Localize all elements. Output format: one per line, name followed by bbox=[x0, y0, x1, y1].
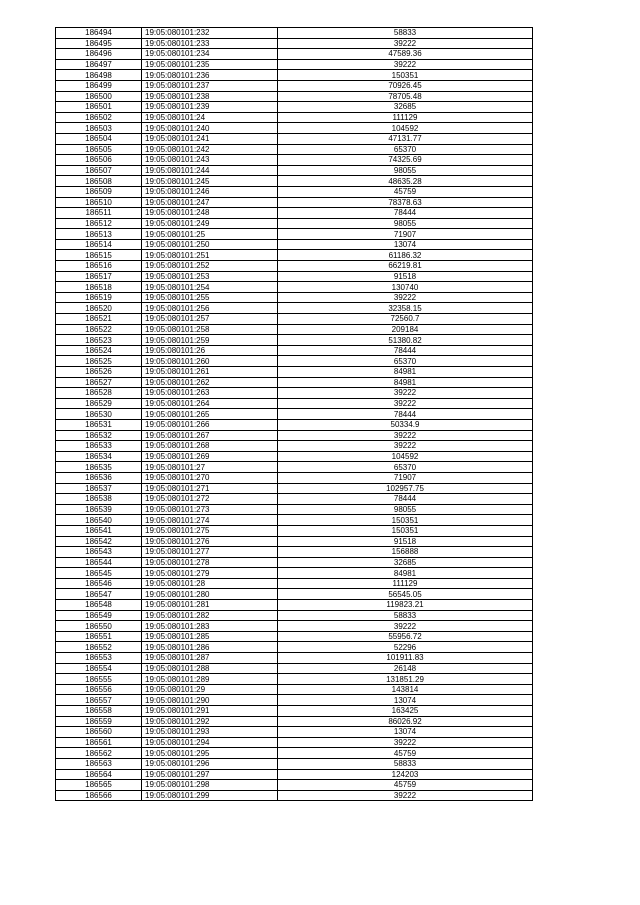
amount-cell: 32685 bbox=[278, 557, 533, 568]
row-number-cell: 186546 bbox=[56, 578, 142, 589]
cadastral-number-cell: 19:05:080101:28 bbox=[142, 578, 278, 589]
cadastral-number-cell: 19:05:080101:262 bbox=[142, 377, 278, 388]
row-number-cell: 186537 bbox=[56, 483, 142, 494]
row-number-cell: 186536 bbox=[56, 472, 142, 483]
amount-cell: 48635.28 bbox=[278, 176, 533, 187]
cadastral-number-cell: 19:05:080101:244 bbox=[142, 165, 278, 176]
row-number-cell: 186505 bbox=[56, 144, 142, 155]
table-row bbox=[56, 430, 533, 441]
row-number-cell: 186535 bbox=[56, 462, 142, 473]
table-row bbox=[56, 642, 533, 653]
row-number-cell: 186556 bbox=[56, 684, 142, 695]
row-number-cell: 186561 bbox=[56, 737, 142, 748]
amount-cell: 39222 bbox=[278, 790, 533, 801]
cadastral-number-cell: 19:05:080101:29 bbox=[142, 684, 278, 695]
table-row bbox=[56, 197, 533, 208]
row-number-cell: 186506 bbox=[56, 155, 142, 166]
row-number-cell: 186529 bbox=[56, 398, 142, 409]
table-row bbox=[56, 419, 533, 430]
amount-cell: 111129 bbox=[278, 578, 533, 589]
cadastral-number-cell: 19:05:080101:286 bbox=[142, 642, 278, 653]
table-row bbox=[56, 261, 533, 272]
table-row bbox=[56, 674, 533, 685]
row-number-cell: 186551 bbox=[56, 631, 142, 642]
amount-cell: 72560.7 bbox=[278, 314, 533, 325]
table-row bbox=[56, 409, 533, 420]
cadastral-number-cell: 19:05:080101:272 bbox=[142, 494, 278, 505]
cadastral-number-cell: 19:05:080101:251 bbox=[142, 250, 278, 261]
amount-cell: 26148 bbox=[278, 663, 533, 674]
row-number-cell: 186539 bbox=[56, 504, 142, 515]
table-row bbox=[56, 727, 533, 738]
cadastral-number-cell: 19:05:080101:282 bbox=[142, 610, 278, 621]
amount-cell: 78444 bbox=[278, 494, 533, 505]
cadastral-number-cell: 19:05:080101:290 bbox=[142, 695, 278, 706]
amount-cell: 119823.21 bbox=[278, 600, 533, 611]
table-row bbox=[56, 70, 533, 81]
row-number-cell: 186565 bbox=[56, 780, 142, 791]
row-number-cell: 186514 bbox=[56, 239, 142, 250]
cadastral-number-cell: 19:05:080101:285 bbox=[142, 631, 278, 642]
cadastral-number-cell: 19:05:080101:287 bbox=[142, 653, 278, 664]
row-number-cell: 186509 bbox=[56, 186, 142, 197]
cadastral-number-cell: 19:05:080101:255 bbox=[142, 292, 278, 303]
row-number-cell: 186541 bbox=[56, 525, 142, 536]
row-number-cell: 186517 bbox=[56, 271, 142, 282]
table-row bbox=[56, 398, 533, 409]
cadastral-number-cell: 19:05:080101:260 bbox=[142, 356, 278, 367]
table-row bbox=[56, 367, 533, 378]
amount-cell: 98055 bbox=[278, 504, 533, 515]
row-number-cell: 186501 bbox=[56, 102, 142, 113]
cadastral-number-cell: 19:05:080101:266 bbox=[142, 419, 278, 430]
cadastral-number-cell: 19:05:080101:271 bbox=[142, 483, 278, 494]
row-number-cell: 186527 bbox=[56, 377, 142, 388]
cadastral-number-cell: 19:05:080101:276 bbox=[142, 536, 278, 547]
row-number-cell: 186494 bbox=[56, 28, 142, 39]
amount-cell: 39222 bbox=[278, 388, 533, 399]
row-number-cell: 186542 bbox=[56, 536, 142, 547]
table-row bbox=[56, 557, 533, 568]
amount-cell: 70926.45 bbox=[278, 80, 533, 91]
row-number-cell: 186512 bbox=[56, 218, 142, 229]
cadastral-number-cell: 19:05:080101:270 bbox=[142, 472, 278, 483]
table-row bbox=[56, 282, 533, 293]
row-number-cell: 186555 bbox=[56, 674, 142, 685]
table-row bbox=[56, 208, 533, 219]
table-row bbox=[56, 462, 533, 473]
row-number-cell: 186563 bbox=[56, 758, 142, 769]
table-row bbox=[56, 388, 533, 399]
table-row bbox=[56, 578, 533, 589]
row-number-cell: 186510 bbox=[56, 197, 142, 208]
amount-cell: 91518 bbox=[278, 536, 533, 547]
amount-cell: 55956.72 bbox=[278, 631, 533, 642]
table-row bbox=[56, 515, 533, 526]
table-row bbox=[56, 706, 533, 717]
amount-cell: 13074 bbox=[278, 239, 533, 250]
cadastral-number-cell: 19:05:080101:241 bbox=[142, 133, 278, 144]
table-row bbox=[56, 112, 533, 123]
table-row bbox=[56, 292, 533, 303]
row-number-cell: 186530 bbox=[56, 409, 142, 420]
row-number-cell: 186554 bbox=[56, 663, 142, 674]
row-number-cell: 186515 bbox=[56, 250, 142, 261]
table-row bbox=[56, 483, 533, 494]
table-row bbox=[56, 133, 533, 144]
amount-cell: 58833 bbox=[278, 610, 533, 621]
amount-cell: 78444 bbox=[278, 345, 533, 356]
cadastral-number-cell: 19:05:080101:248 bbox=[142, 208, 278, 219]
table-row bbox=[56, 451, 533, 462]
table-row bbox=[56, 494, 533, 505]
row-number-cell: 186560 bbox=[56, 727, 142, 738]
row-number-cell: 186503 bbox=[56, 123, 142, 134]
amount-cell: 58833 bbox=[278, 758, 533, 769]
table-row bbox=[56, 229, 533, 240]
cadastral-number-cell: 19:05:080101:293 bbox=[142, 727, 278, 738]
table-row bbox=[56, 28, 533, 39]
table-row bbox=[56, 748, 533, 759]
amount-cell: 131851.29 bbox=[278, 674, 533, 685]
cadastral-number-cell: 19:05:080101:235 bbox=[142, 59, 278, 70]
amount-cell: 47589.36 bbox=[278, 49, 533, 60]
row-number-cell: 186524 bbox=[56, 345, 142, 356]
row-number-cell: 186559 bbox=[56, 716, 142, 727]
cadastral-number-cell: 19:05:080101:288 bbox=[142, 663, 278, 674]
amount-cell: 39222 bbox=[278, 292, 533, 303]
table-row bbox=[56, 186, 533, 197]
amount-cell: 32358.15 bbox=[278, 303, 533, 314]
table-row bbox=[56, 441, 533, 452]
table-row bbox=[56, 737, 533, 748]
row-number-cell: 186523 bbox=[56, 335, 142, 346]
table-row bbox=[56, 621, 533, 632]
table-row bbox=[56, 324, 533, 335]
row-number-cell: 186528 bbox=[56, 388, 142, 399]
cadastral-number-cell: 19:05:080101:264 bbox=[142, 398, 278, 409]
row-number-cell: 186531 bbox=[56, 419, 142, 430]
row-number-cell: 186557 bbox=[56, 695, 142, 706]
row-number-cell: 186507 bbox=[56, 165, 142, 176]
row-number-cell: 186498 bbox=[56, 70, 142, 81]
row-number-cell: 186532 bbox=[56, 430, 142, 441]
amount-cell: 71907 bbox=[278, 472, 533, 483]
amount-cell: 66219.81 bbox=[278, 261, 533, 272]
cadastral-number-cell: 19:05:080101:273 bbox=[142, 504, 278, 515]
row-number-cell: 186533 bbox=[56, 441, 142, 452]
cadastral-number-cell: 19:05:080101:296 bbox=[142, 758, 278, 769]
table-row bbox=[56, 49, 533, 60]
cadastral-number-cell: 19:05:080101:274 bbox=[142, 515, 278, 526]
amount-cell: 47131.77 bbox=[278, 133, 533, 144]
table-row bbox=[56, 335, 533, 346]
cadastral-number-cell: 19:05:080101:233 bbox=[142, 38, 278, 49]
cadastral-number-cell: 19:05:080101:27 bbox=[142, 462, 278, 473]
row-number-cell: 186521 bbox=[56, 314, 142, 325]
row-number-cell: 186562 bbox=[56, 748, 142, 759]
row-number-cell: 186564 bbox=[56, 769, 142, 780]
row-number-cell: 186504 bbox=[56, 133, 142, 144]
amount-cell: 84981 bbox=[278, 377, 533, 388]
table-row bbox=[56, 600, 533, 611]
amount-cell: 143814 bbox=[278, 684, 533, 695]
amount-cell: 84981 bbox=[278, 367, 533, 378]
amount-cell: 58833 bbox=[278, 28, 533, 39]
cadastral-number-cell: 19:05:080101:25 bbox=[142, 229, 278, 240]
amount-cell: 74325.69 bbox=[278, 155, 533, 166]
amount-cell: 39222 bbox=[278, 398, 533, 409]
cadastral-number-cell: 19:05:080101:234 bbox=[142, 49, 278, 60]
cadastral-number-cell: 19:05:080101:268 bbox=[142, 441, 278, 452]
cadastral-number-cell: 19:05:080101:297 bbox=[142, 769, 278, 780]
table-row bbox=[56, 165, 533, 176]
amount-cell: 39222 bbox=[278, 38, 533, 49]
amount-cell: 101911.83 bbox=[278, 653, 533, 664]
row-number-cell: 186525 bbox=[56, 356, 142, 367]
cadastral-number-cell: 19:05:080101:298 bbox=[142, 780, 278, 791]
table-row bbox=[56, 758, 533, 769]
table-row bbox=[56, 80, 533, 91]
table-row bbox=[56, 314, 533, 325]
amount-cell: 98055 bbox=[278, 165, 533, 176]
row-number-cell: 186508 bbox=[56, 176, 142, 187]
amount-cell: 39222 bbox=[278, 59, 533, 70]
row-number-cell: 186526 bbox=[56, 367, 142, 378]
amount-cell: 13074 bbox=[278, 695, 533, 706]
table-row bbox=[56, 610, 533, 621]
amount-cell: 45759 bbox=[278, 780, 533, 791]
cadastral-number-cell: 19:05:080101:254 bbox=[142, 282, 278, 293]
data-table bbox=[55, 27, 533, 801]
table-row bbox=[56, 102, 533, 113]
table-body bbox=[56, 28, 533, 801]
table-row bbox=[56, 547, 533, 558]
cadastral-number-cell: 19:05:080101:289 bbox=[142, 674, 278, 685]
table-row bbox=[56, 716, 533, 727]
row-number-cell: 186496 bbox=[56, 49, 142, 60]
amount-cell: 50334.9 bbox=[278, 419, 533, 430]
amount-cell: 61186.32 bbox=[278, 250, 533, 261]
cadastral-number-cell: 19:05:080101:24 bbox=[142, 112, 278, 123]
cadastral-number-cell: 19:05:080101:250 bbox=[142, 239, 278, 250]
amount-cell: 86026.92 bbox=[278, 716, 533, 727]
row-number-cell: 186495 bbox=[56, 38, 142, 49]
amount-cell: 78378.63 bbox=[278, 197, 533, 208]
amount-cell: 163425 bbox=[278, 706, 533, 717]
amount-cell: 56545.05 bbox=[278, 589, 533, 600]
cadastral-number-cell: 19:05:080101:238 bbox=[142, 91, 278, 102]
row-number-cell: 186550 bbox=[56, 621, 142, 632]
cadastral-number-cell: 19:05:080101:281 bbox=[142, 600, 278, 611]
row-number-cell: 186545 bbox=[56, 568, 142, 579]
cadastral-number-cell: 19:05:080101:247 bbox=[142, 197, 278, 208]
table-row bbox=[56, 536, 533, 547]
row-number-cell: 186534 bbox=[56, 451, 142, 462]
amount-cell: 111129 bbox=[278, 112, 533, 123]
row-number-cell: 186547 bbox=[56, 589, 142, 600]
amount-cell: 150351 bbox=[278, 525, 533, 536]
amount-cell: 104592 bbox=[278, 123, 533, 134]
table-row bbox=[56, 568, 533, 579]
cadastral-number-cell: 19:05:080101:267 bbox=[142, 430, 278, 441]
table-row bbox=[56, 239, 533, 250]
cadastral-number-cell: 19:05:080101:252 bbox=[142, 261, 278, 272]
cadastral-number-cell: 19:05:080101:236 bbox=[142, 70, 278, 81]
table-row bbox=[56, 525, 533, 536]
table-row bbox=[56, 250, 533, 261]
row-number-cell: 186538 bbox=[56, 494, 142, 505]
row-number-cell: 186549 bbox=[56, 610, 142, 621]
cadastral-number-cell: 19:05:080101:243 bbox=[142, 155, 278, 166]
cadastral-number-cell: 19:05:080101:280 bbox=[142, 589, 278, 600]
cadastral-number-cell: 19:05:080101:278 bbox=[142, 557, 278, 568]
cadastral-number-cell: 19:05:080101:242 bbox=[142, 144, 278, 155]
amount-cell: 104592 bbox=[278, 451, 533, 462]
table-row bbox=[56, 472, 533, 483]
cadastral-number-cell: 19:05:080101:259 bbox=[142, 335, 278, 346]
table-row bbox=[56, 271, 533, 282]
row-number-cell: 186544 bbox=[56, 557, 142, 568]
cadastral-number-cell: 19:05:080101:275 bbox=[142, 525, 278, 536]
table-row bbox=[56, 345, 533, 356]
amount-cell: 98055 bbox=[278, 218, 533, 229]
table-row bbox=[56, 663, 533, 674]
amount-cell: 78444 bbox=[278, 208, 533, 219]
table-row bbox=[56, 377, 533, 388]
cadastral-number-cell: 19:05:080101:258 bbox=[142, 324, 278, 335]
row-number-cell: 186543 bbox=[56, 547, 142, 558]
table-row bbox=[56, 684, 533, 695]
amount-cell: 39222 bbox=[278, 430, 533, 441]
amount-cell: 39222 bbox=[278, 441, 533, 452]
cadastral-number-cell: 19:05:080101:294 bbox=[142, 737, 278, 748]
table-row bbox=[56, 218, 533, 229]
amount-cell: 52296 bbox=[278, 642, 533, 653]
row-number-cell: 186502 bbox=[56, 112, 142, 123]
cadastral-number-cell: 19:05:080101:283 bbox=[142, 621, 278, 632]
table-row bbox=[56, 769, 533, 780]
row-number-cell: 186522 bbox=[56, 324, 142, 335]
table-row bbox=[56, 653, 533, 664]
amount-cell: 209184 bbox=[278, 324, 533, 335]
amount-cell: 39222 bbox=[278, 621, 533, 632]
cadastral-number-cell: 19:05:080101:295 bbox=[142, 748, 278, 759]
table-row bbox=[56, 176, 533, 187]
row-number-cell: 186518 bbox=[56, 282, 142, 293]
amount-cell: 45759 bbox=[278, 748, 533, 759]
row-number-cell: 186513 bbox=[56, 229, 142, 240]
cadastral-number-cell: 19:05:080101:253 bbox=[142, 271, 278, 282]
amount-cell: 150351 bbox=[278, 70, 533, 81]
amount-cell: 65370 bbox=[278, 144, 533, 155]
row-number-cell: 186548 bbox=[56, 600, 142, 611]
amount-cell: 84981 bbox=[278, 568, 533, 579]
table-row bbox=[56, 123, 533, 134]
cadastral-number-cell: 19:05:080101:292 bbox=[142, 716, 278, 727]
cadastral-number-cell: 19:05:080101:232 bbox=[142, 28, 278, 39]
amount-cell: 91518 bbox=[278, 271, 533, 282]
amount-cell: 51380.82 bbox=[278, 335, 533, 346]
table-row bbox=[56, 631, 533, 642]
amount-cell: 32685 bbox=[278, 102, 533, 113]
table-row bbox=[56, 144, 533, 155]
row-number-cell: 186511 bbox=[56, 208, 142, 219]
amount-cell: 39222 bbox=[278, 737, 533, 748]
cadastral-number-cell: 19:05:080101:249 bbox=[142, 218, 278, 229]
amount-cell: 156888 bbox=[278, 547, 533, 558]
cadastral-number-cell: 19:05:080101:261 bbox=[142, 367, 278, 378]
cadastral-number-cell: 19:05:080101:26 bbox=[142, 345, 278, 356]
cadastral-number-cell: 19:05:080101:279 bbox=[142, 568, 278, 579]
table-row bbox=[56, 59, 533, 70]
row-number-cell: 186540 bbox=[56, 515, 142, 526]
table-row bbox=[56, 589, 533, 600]
cadastral-number-cell: 19:05:080101:291 bbox=[142, 706, 278, 717]
cadastral-number-cell: 19:05:080101:239 bbox=[142, 102, 278, 113]
row-number-cell: 186499 bbox=[56, 80, 142, 91]
row-number-cell: 186566 bbox=[56, 790, 142, 801]
amount-cell: 102957.75 bbox=[278, 483, 533, 494]
cadastral-number-cell: 19:05:080101:245 bbox=[142, 176, 278, 187]
cadastral-number-cell: 19:05:080101:265 bbox=[142, 409, 278, 420]
table-row bbox=[56, 155, 533, 166]
cadastral-number-cell: 19:05:080101:237 bbox=[142, 80, 278, 91]
row-number-cell: 186500 bbox=[56, 91, 142, 102]
amount-cell: 78705.48 bbox=[278, 91, 533, 102]
table-row bbox=[56, 303, 533, 314]
amount-cell: 150351 bbox=[278, 515, 533, 526]
table-row bbox=[56, 695, 533, 706]
row-number-cell: 186553 bbox=[56, 653, 142, 664]
amount-cell: 13074 bbox=[278, 727, 533, 738]
row-number-cell: 186552 bbox=[56, 642, 142, 653]
row-number-cell: 186516 bbox=[56, 261, 142, 272]
amount-cell: 45759 bbox=[278, 186, 533, 197]
amount-cell: 65370 bbox=[278, 356, 533, 367]
cadastral-number-cell: 19:05:080101:299 bbox=[142, 790, 278, 801]
cadastral-number-cell: 19:05:080101:277 bbox=[142, 547, 278, 558]
amount-cell: 124203 bbox=[278, 769, 533, 780]
amount-cell: 65370 bbox=[278, 462, 533, 473]
cadastral-number-cell: 19:05:080101:246 bbox=[142, 186, 278, 197]
table-row bbox=[56, 790, 533, 801]
amount-cell: 71907 bbox=[278, 229, 533, 240]
cadastral-number-cell: 19:05:080101:257 bbox=[142, 314, 278, 325]
table-row bbox=[56, 356, 533, 367]
amount-cell: 78444 bbox=[278, 409, 533, 420]
cadastral-number-cell: 19:05:080101:269 bbox=[142, 451, 278, 462]
cadastral-number-cell: 19:05:080101:240 bbox=[142, 123, 278, 134]
amount-cell: 130740 bbox=[278, 282, 533, 293]
cadastral-number-cell: 19:05:080101:263 bbox=[142, 388, 278, 399]
row-number-cell: 186558 bbox=[56, 706, 142, 717]
table-row bbox=[56, 91, 533, 102]
table-row bbox=[56, 780, 533, 791]
table-row bbox=[56, 504, 533, 515]
cadastral-number-cell: 19:05:080101:256 bbox=[142, 303, 278, 314]
row-number-cell: 186520 bbox=[56, 303, 142, 314]
row-number-cell: 186497 bbox=[56, 59, 142, 70]
row-number-cell: 186519 bbox=[56, 292, 142, 303]
table-row bbox=[56, 38, 533, 49]
